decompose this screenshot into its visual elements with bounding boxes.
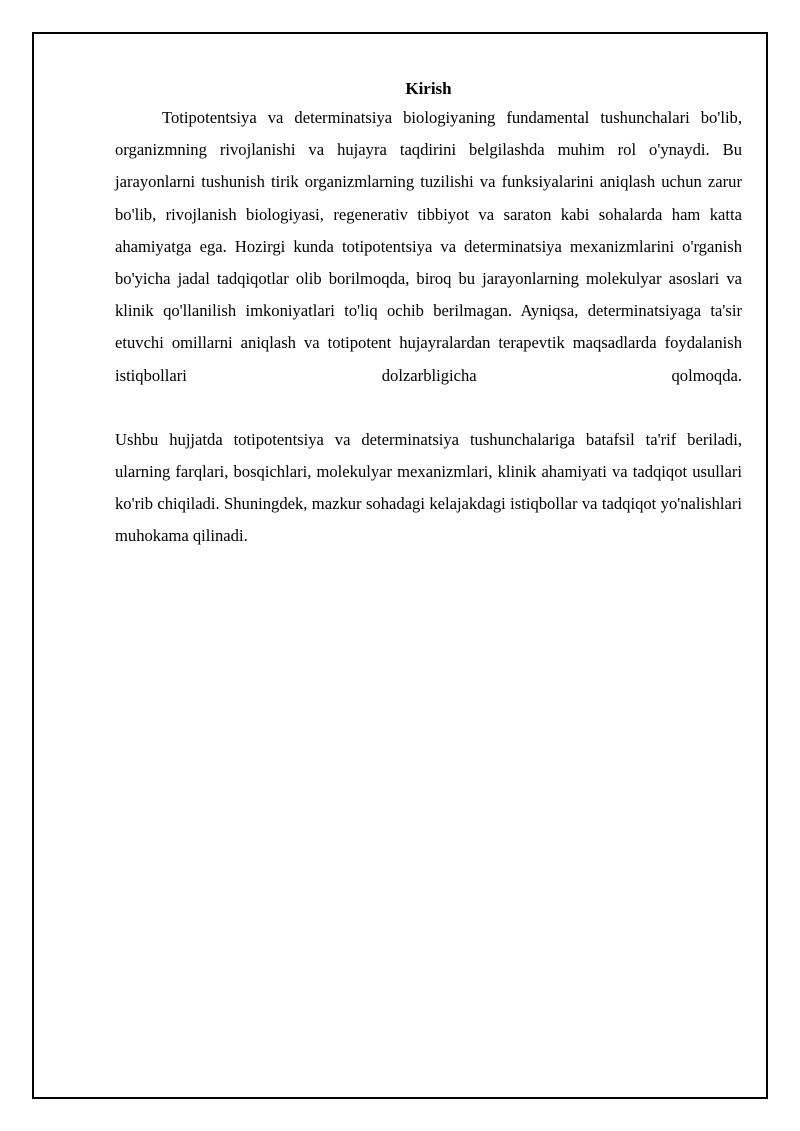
paragraph-introduction: Totipotentsiya va determinatsiya biologiyaning fundamental tushunchalari bo'lib, organizmning rivojlanishi va hujayra taqdirini belgilashda muhim rol o'ynaydi. Bu jarayonlarni tushunish tirik organizmlarning tuzilishi va funksiyalarini aniqlash uchun zarur bo'lib, rivojlanish biologiyasi, regenerativ tibbiyot va saraton kabi sohalarda ham katta ahamiyatga ega. Hozirgi kunda totipotentsiya va determinatsiya mexanizmlarini o'rganish bo'yicha jadal tadqiqotlar olib borilmoqda, biroq bu jarayonlarning molekulyar asoslari va klinik qo'llanilish imkoniyatlari to'liq ochib berilmagan. Ayniqsa, determinatsiyaga ta'sir etuvchi omillarni aniqlash va totipotent hujayralardan terapevtik maqsadlarda foydalanish istiqbollari dolzarbligicha qolmoqda. xyxy=(115,108,742,385)
paragraph-spacer xyxy=(115,392,742,424)
paragraph-overview: Ushbu hujjatda totipotentsiya va determinatsiya tushunchalariga batafsil ta'rif beriladi, ularning farqlari, bosqichlari, molekulyar mexanizmlari, klinik ahamiyati va tadqiqot usullari ko'rib chiqiladi. Shuningdek, mazkur sohadagi kelajakdagi istiqbollar va tadqiqot yo'nalishlari muhokama qilinadi. xyxy=(115,429,742,546)
document-title: Kirish xyxy=(405,79,452,98)
document-body xyxy=(115,76,742,553)
